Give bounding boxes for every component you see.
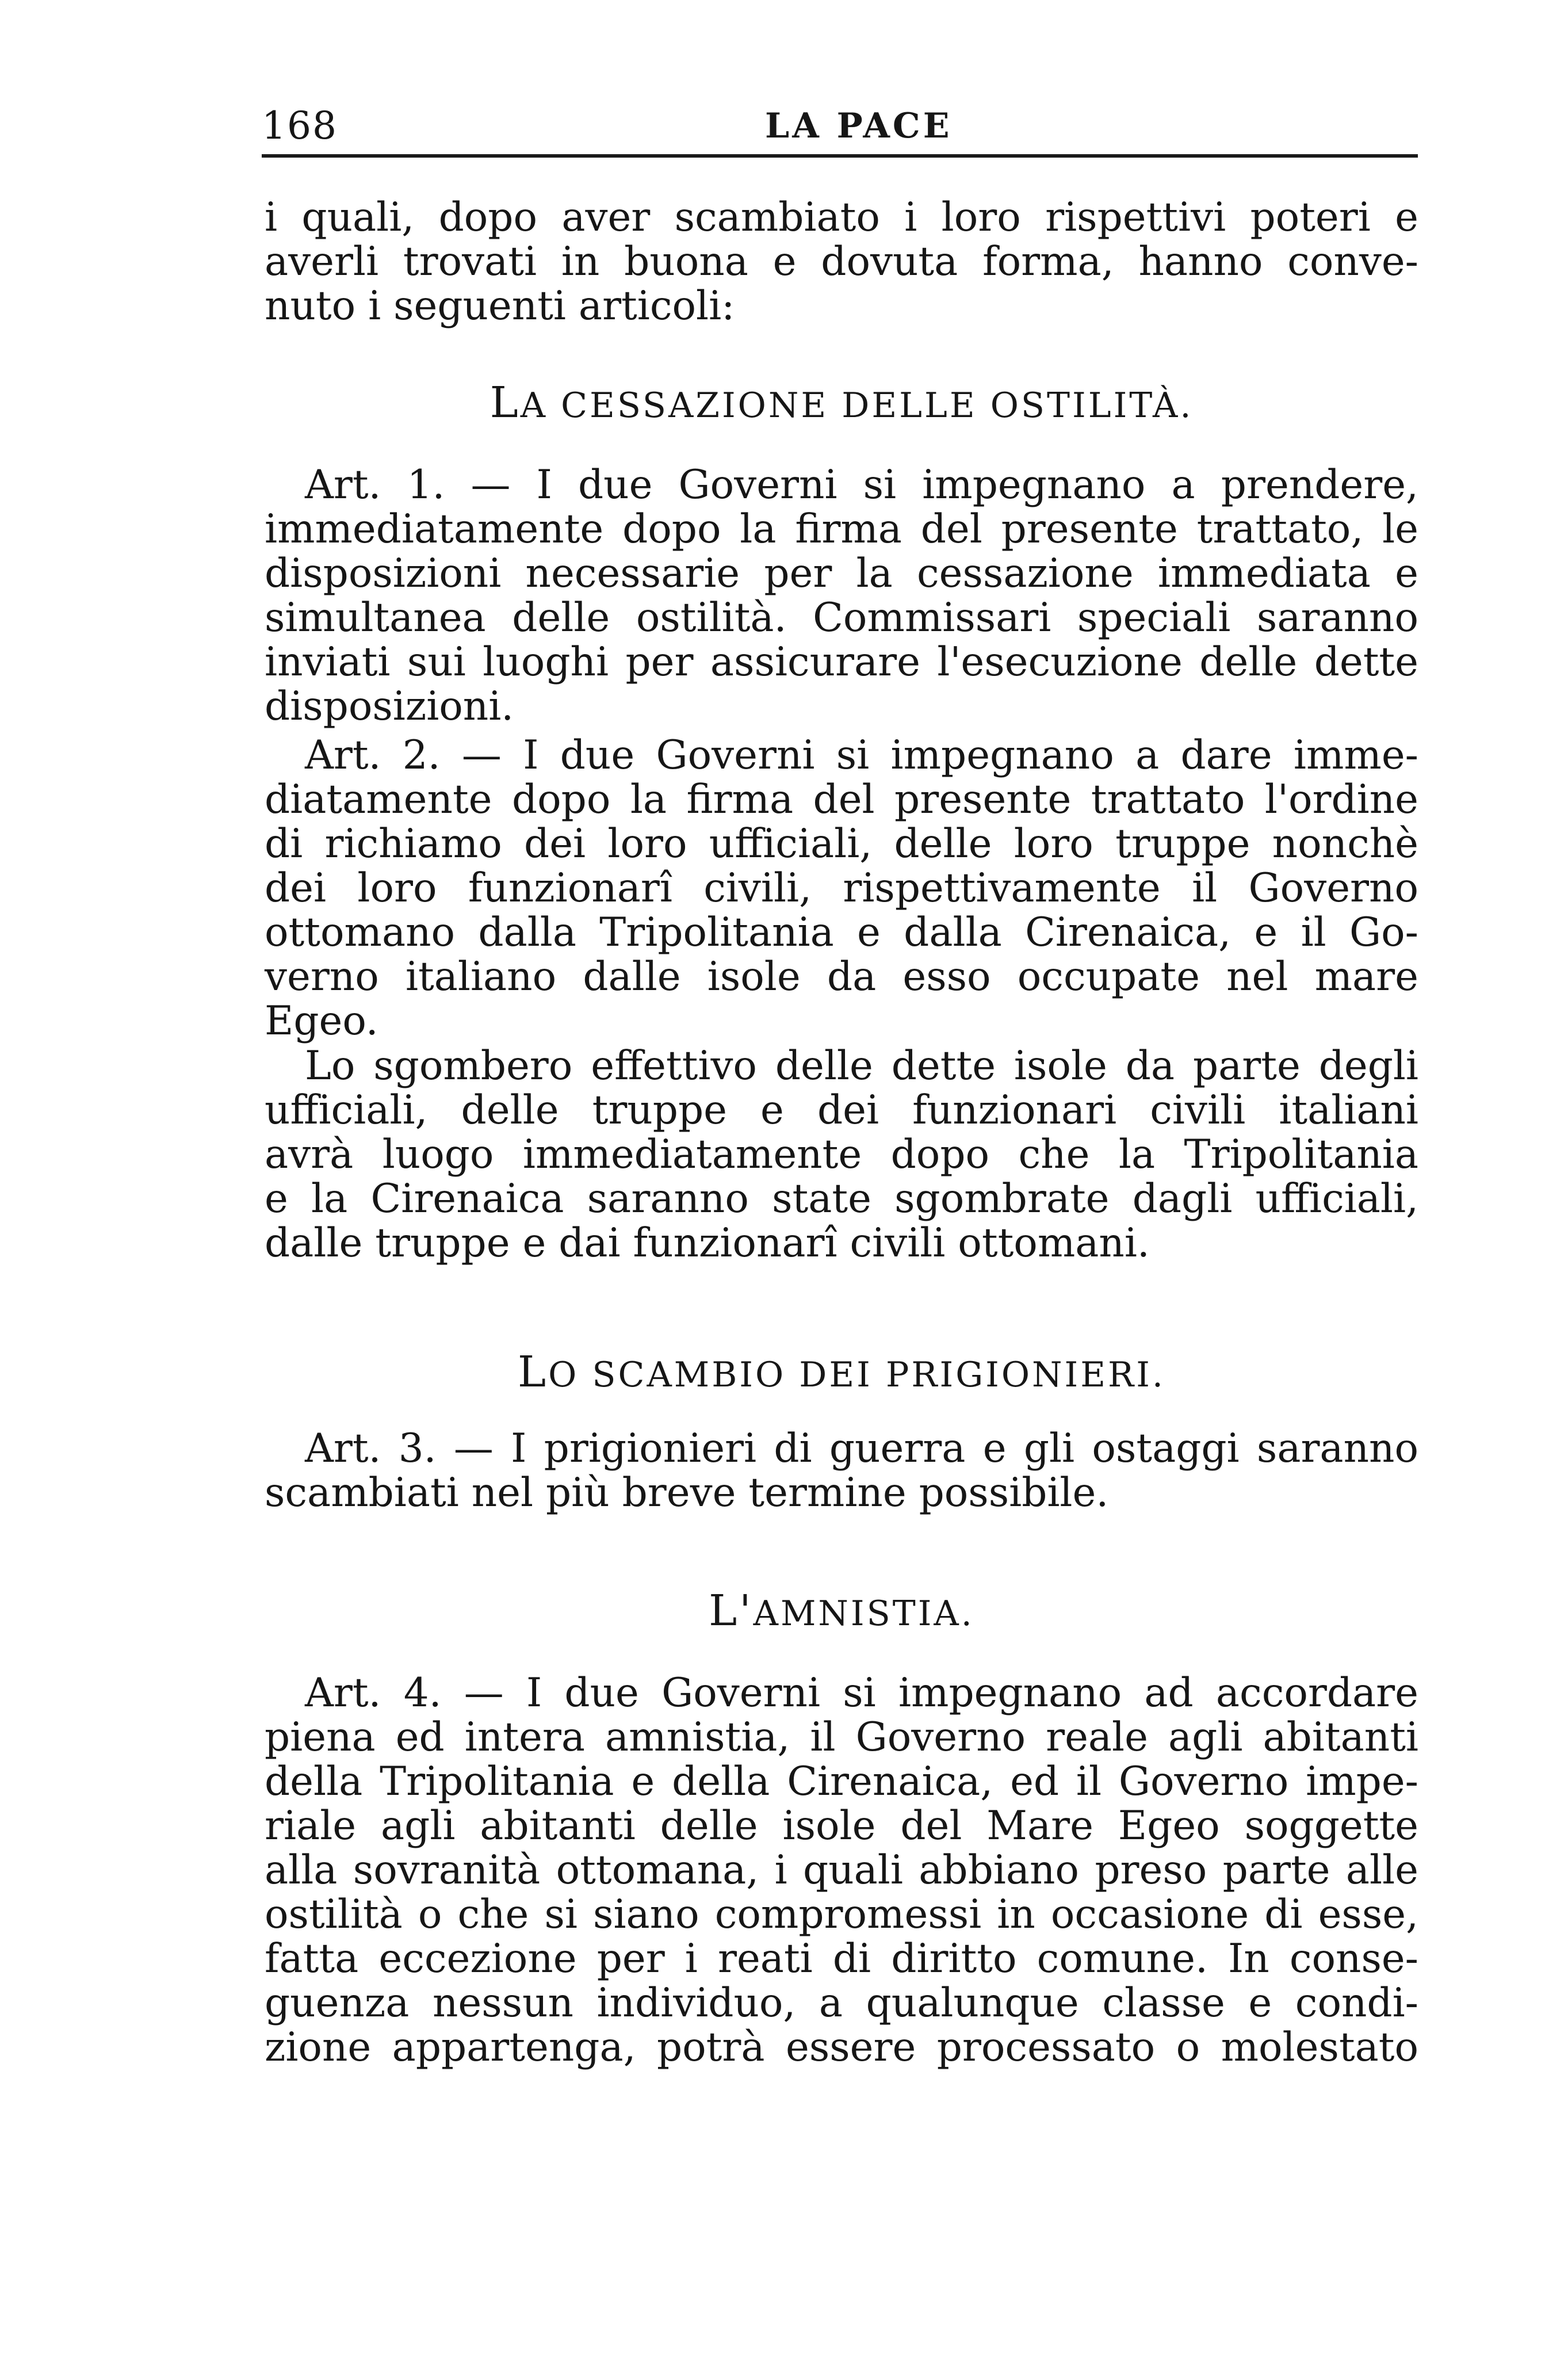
text-line: ufficiali, delle truppe e dei funzionari civili italiani xyxy=(265,1087,1418,1133)
intro-paragraph xyxy=(265,196,1418,328)
text-line: di richiamo dei loro ufficiali, delle loro truppe nonchè xyxy=(265,821,1418,867)
text-line: disposizioni necessarie per la cessazione immediata e xyxy=(265,551,1418,597)
article-2 xyxy=(265,733,1418,1044)
text-line: Art. 2. — I due Governi si impegnano a dare imme- xyxy=(305,732,1418,778)
article-3 xyxy=(265,1427,1418,1515)
text-line: Art. 4. — I due Governi si impegnano ad accordare xyxy=(305,1670,1418,1716)
text-line: ostilità o che si siano compromessi in occasione di esse, xyxy=(265,1892,1418,1938)
text-line: simultanea delle ostilità. Commissari speciali saranno xyxy=(265,595,1418,641)
running-title: LA PACE xyxy=(765,106,953,146)
text-line: verno italiano dalle isole da esso occupate nel mare xyxy=(265,954,1418,1000)
text-line: alla sovranità ottomana, i quali abbiano preso parte alle xyxy=(265,1847,1418,1893)
text-line: nuto i seguenti articoli: xyxy=(265,283,735,329)
text-line: Art. 1. — I due Governi si impegnano a prendere, xyxy=(305,462,1418,508)
text-line: scambiati nel più breve termine possibile. xyxy=(265,1470,1109,1516)
text-line: diatamente dopo la firma del presente trattato l'ordine xyxy=(265,777,1418,823)
text-line: Art. 3. — I prigionieri di guerra e gli ostaggi saranno xyxy=(305,1426,1418,1472)
text-line: zione appartenga, potrà essere processato o molestato xyxy=(265,2024,1418,2070)
text-line: disposizioni. xyxy=(265,683,514,729)
text-line: i quali, dopo aver scambiato i loro rispettivi poteri e xyxy=(265,194,1418,240)
page-number: 168 xyxy=(262,104,338,148)
paragraph-sgombero xyxy=(265,1044,1418,1266)
text-line: inviati sui luoghi per assicurare l'esecuzione delle dette xyxy=(265,639,1418,685)
text-line: avrà luogo immediatamente dopo che la Tripolitania xyxy=(265,1132,1418,1178)
header-rule xyxy=(262,154,1418,158)
section-heading: LO SCAMBIO DEI PRIGIONIERI. xyxy=(518,1347,1165,1397)
text-line: e la Cirenaica saranno state sgombrate dagli ufficiali, xyxy=(265,1176,1418,1222)
article-4 xyxy=(265,1671,1418,2070)
text-line: della Tripolitania e della Cirenaica, ed il Governo impe- xyxy=(265,1759,1418,1805)
section-heading: LA CESSAZIONE DELLE OSTILITÀ. xyxy=(489,378,1194,427)
text-line: fatta eccezione per i reati di diritto comune. In conse- xyxy=(265,1936,1418,1982)
section-heading: L'AMNISTIA. xyxy=(709,1586,974,1636)
text-line: Lo sgombero effettivo delle dette isole da parte degli xyxy=(305,1043,1418,1089)
text-line: averli trovati in buona e dovuta forma, hanno conve- xyxy=(265,239,1418,285)
text-line: immediatamente dopo la firma del presente trattato, le xyxy=(265,506,1418,552)
text-line: Egeo. xyxy=(265,998,378,1044)
text-line: ottomano dalla Tripolitania e dalla Cirenaica, e il Go- xyxy=(265,910,1418,956)
text-line: dei loro funzionarî civili, rispettivamente il Governo xyxy=(265,865,1418,911)
text-line: riale agli abitanti delle isole del Mare Egeo soggette xyxy=(265,1803,1418,1849)
page-header xyxy=(262,86,1427,150)
text-line: guenza nessun individuo, a qualunque classe e condi- xyxy=(265,1980,1418,2026)
article-1 xyxy=(265,463,1418,729)
text-line: piena ed intera amnistia, il Governo reale agli abitanti xyxy=(265,1714,1418,1760)
text-line: dalle truppe e dai funzionarî civili ottomani. xyxy=(265,1220,1150,1266)
